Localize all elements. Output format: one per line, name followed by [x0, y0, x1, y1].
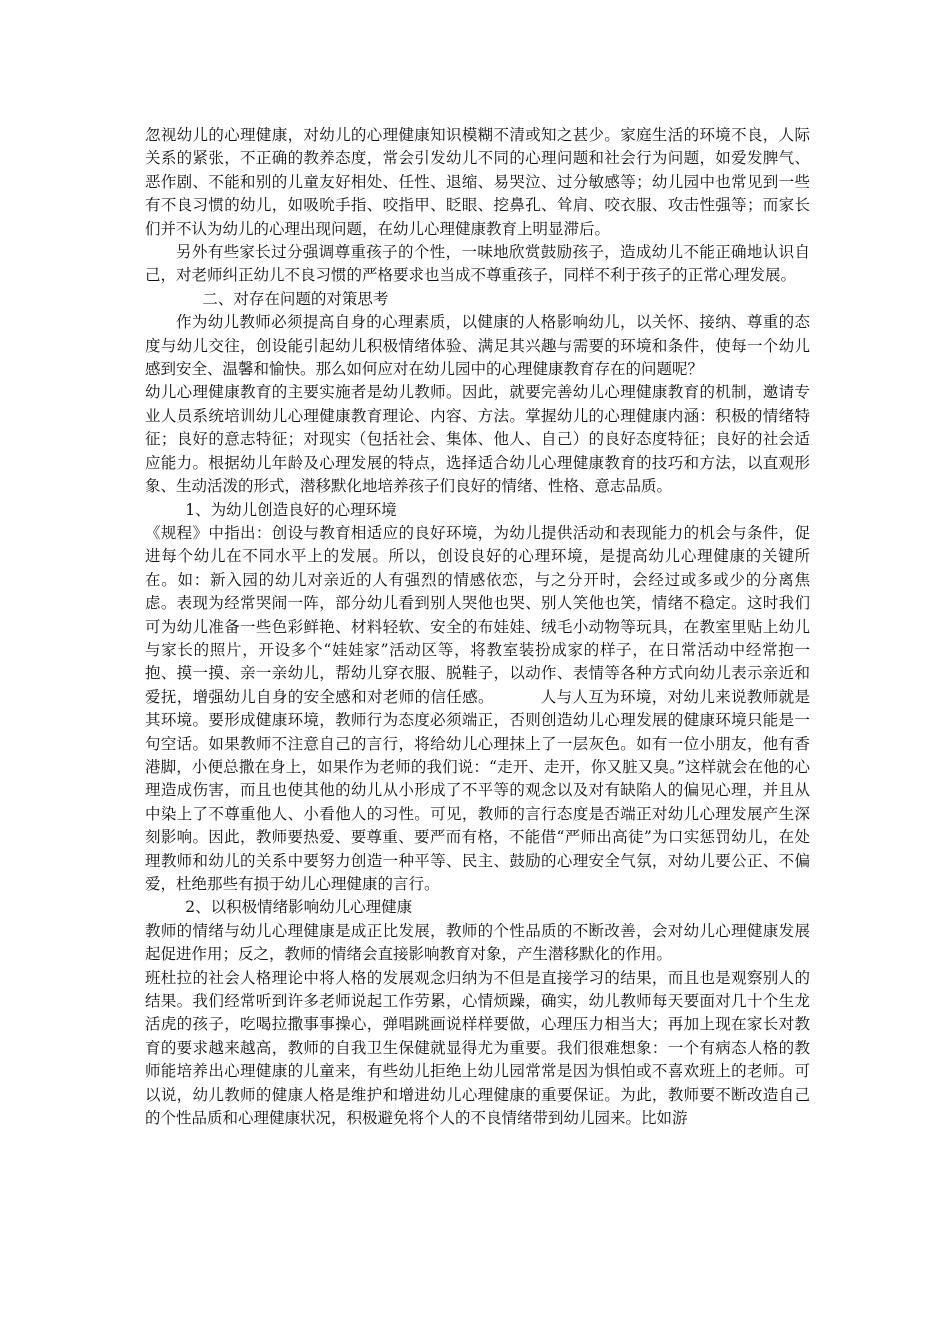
- document-body: [145, 124, 810, 1130]
- paragraph-parents-overpraise: 另外有些家长过分强调尊重孩子的个性，一味地欣赏鼓励孩子，造成幼儿不能正确地认识自己，对老师纠正幼儿不良习惯的严格要求也当成不尊重孩子，同样不利于孩子的正常心理发展。: [145, 243, 810, 285]
- paragraph-regulations-environment: [145, 522, 810, 897]
- paragraph-bandura-theory: 班杜拉的社会人格理论中将人格的发展观念归纳为不但是直接学习的结果，而且也是观察别人的结果。我们经常听到许多老师说起工作劳累，心情烦躁，确实，幼儿教师每天要面对几十个生龙活虎的孩子，吃喝拉撒事事操心，弹唱跳画说样样要做，心理压力相当大；再加上现在家长对教育的要求越来越高，教师的自我卫生保健就显得尤为重要。我们很难想象：一个有病态人格的教师能培养出心理健康的儿童来，有些幼儿拒绝上幼儿园常常是因为惧怕或不喜欢班上的老师。可以说，幼儿教师的健康人格是维护和增进幼儿心理健康的重要保证。为此，教师要不断改造自己的个性品质和心理健康状况，积极避免将个人的不良情绪带到幼儿园来。比如游: [145, 968, 810, 1128]
- paragraph-teacher-quality: 作为幼儿教师必须提高自身的心理素质，以健康的人格影响幼儿，以关怀、接纳、尊重的态度与幼儿交往，创设能引起幼儿积极情绪体验、满足其兴趣与需要的环境和条件，使每一个幼儿感到安全、温馨和愉快。那么如何应对在幼儿园中的心理健康教育存在的问题呢？: [145, 313, 810, 379]
- section-heading-countermeasures: 二、对存在问题的对策思考: [202, 289, 389, 308]
- paragraph-teacher-emotion: 教师的情绪与幼儿心理健康是成正比发展，教师的个性品质的不断改善，会对幼儿心理健康发展起促进作用；反之，教师的情绪会直接影响教育对象，产生潜移默化的作用。: [145, 921, 810, 964]
- paragraph-training-mechanism: 幼儿心理健康教育的主要实施者是幼儿教师。因此，就要完善幼儿心理健康教育的机制，邀请专业人员系统培训幼儿心理健康教育理论、内容、方法。掌握幼儿的心理健康内涵：积极的情绪特征；良好的意志特征；对现实（包括社会、集体、他人、自己）的良好态度特征；良好的社会适应能力。根据幼儿年龄及心理发展的特点，选择适合幼儿心理健康教育的技巧和方法，以直观形象、生动活泼的形式，潜移默化地培养孩子们良好的情绪、性格、意志品质。: [145, 383, 810, 496]
- paragraph-regulations-part1: 《规程》中指出：创设与教育相适应的良好环境，为幼儿提供活动和表现能力的机会与条件，促进每个幼儿在不同水平上的发展。所以，创设良好的心理环境，是提高幼儿心理健康的关键所在。如：新入园的幼儿对亲近的人有强烈的情感依恋，与之分开时，会经过或多或少的分离焦虑。表现为经常哭闹一阵，部分幼儿看到别人哭他也哭、别人笑他也笑，情绪不稳定。这时我们可为幼儿准备一些色彩鲜艳、材料轻软、安全的布娃娃、绒毛小动物等玩具，在教室里贴上幼儿与家长的照片，开设多个“娃娃家”活动区等，将教室装扮成家的样子，在日常活动中经常抱一抱、摸一摸、亲一亲幼儿，帮幼儿穿衣服、脱鞋子，以动作、表情等各种方式向幼儿表示亲近和爱抚，增强幼儿自身的安全感和对老师的信任感。: [145, 523, 810, 706]
- subheading-positive-emotion: 2、以积极情绪影响幼儿心理健康: [185, 898, 413, 917]
- paragraph-regulations-part2: 人与人互为环境，对幼儿来说教师就是其环境。要形成健康环境，教师行为态度必须端正，否则创造幼儿心理发展的健康环境只能是一句空话。如果教师不注意自己的言行，将给幼儿心理抹上了一层灰色。如有一位小朋友，他有香港脚，小便总撒在身上，如果作为老师的我们说：“走开、走开，你又脏又臭。”这样就会在他的心理造成伤害，而且也使其他的幼儿从小形成了不平等的观念以及对有缺陷人的偏见心理，并且从中染上了不尊重他人、小看他人的习性。可见，教师的言行态度是否端正对幼儿心理发展产生深刻影响。因此，教师要热爱、要尊重、要严而有格，不能借“严师出高徒”为口实惩罚幼儿，在处理教师和幼儿的关系中要努力创造一种平等、民主、鼓励的心理安全气氛，对幼儿要公正、不偏爱，杜绝那些有损于幼儿心理健康的言行。: [145, 687, 810, 893]
- subheading-psychological-environment: 1、为幼儿创造良好的心理环境: [185, 500, 397, 519]
- paragraph-family-environment: 忽视幼儿的心理健康，对幼儿的心理健康知识模糊不清或知之甚少。家庭生活的环境不良，人际关系的紧张，不正确的教养态度，常会引发幼儿不同的心理问题和社会行为问题，如爱发脾气、恶作剧、不能和别的儿童友好相处、任性、退缩、易哭泣、过分敏感等；幼儿园中也常见到一些有不良习惯的幼儿，如吸吮手指、咬指甲、眨眼、挖鼻孔、耸肩、咬衣服、攻击性强等；而家长们并不认为幼儿的心理出现问题，在幼儿心理健康教育上明显滞后。: [145, 126, 810, 238]
